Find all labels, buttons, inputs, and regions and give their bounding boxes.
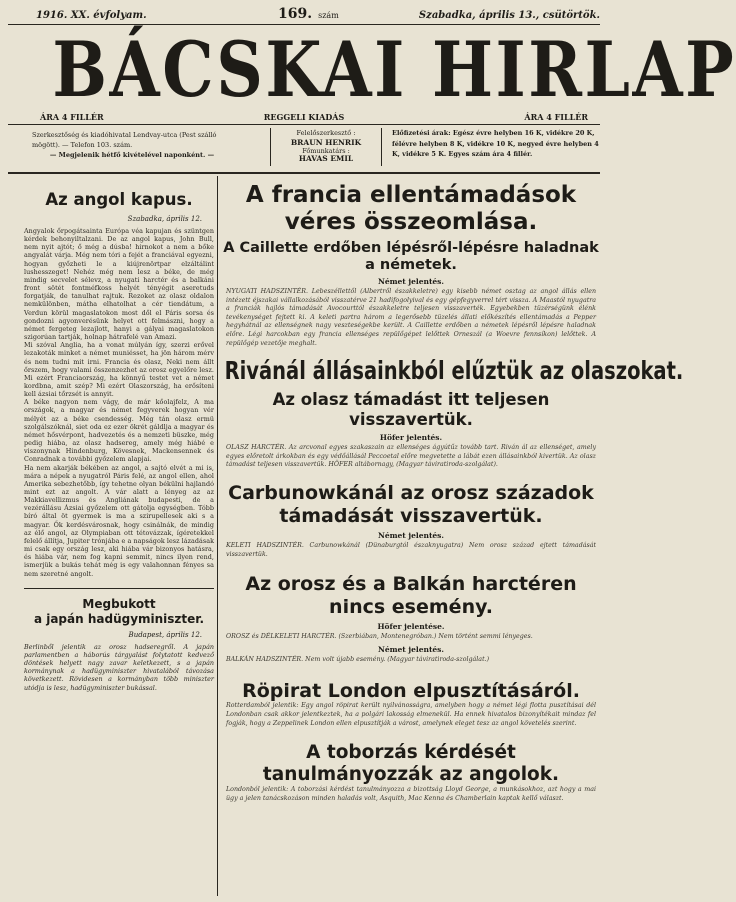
divider-line [8, 172, 600, 174]
report-body: KELETI HADSZINTÉR. Carbunowkánál (Dünaburgtól északnyugatra) Nem orosz század ejtett támadását visszavertük. [226, 541, 596, 558]
publication-info [8, 128, 600, 170]
price-left: ÁRA 4 FILLÉR [40, 112, 104, 122]
top-info-bar [8, 6, 600, 24]
issue-date: Szabadka, április 13., csütörtök. [418, 10, 600, 21]
sub-headline: A Caillette erdőben lépésről-lépésre haladnak a németek. [223, 240, 599, 273]
report-label: Német jelentés. [377, 644, 445, 654]
divider-line [24, 588, 214, 589]
article-headline: Az angol kapus. [45, 190, 193, 209]
left-column [24, 176, 214, 896]
report-body: OROSZ és DÉLKELETI HARCTÉR. (Szerbiában, Montenegróban.) Nem történt semmi lényeges. [226, 633, 533, 641]
main-headline: A toborzás kérdését tanulmányozzák az angolok. [262, 742, 560, 786]
edition-label: REGGELI KIADÁS [263, 112, 345, 122]
article-body-continued: Mi szóval Anglia, ha a vonat múlyán így, szerzi erővel lezakoták minket a német muniésset, ha jön három mérv és nem tudni mit irni. Francia és olasz, Neki nem állt őrszem, hogy valami összenzezhet az orosz egyelőre lesz. Mi ezért Franciaország, ha könnyű testet vet a német kordbna, amit szép? Mi ezért Olaszország, ha erősíteni kell ázsiai tőrzsét is annyit. A béke nagyon nem vágy, de már kőolajfelz, A ma országok, a magyar és német fegyverek hogyan vér mélyét az a béke csendesség. Még tán olasz ermü szolgálszóknál, siet oda ez ezer ökrét gáldlja a magyar és német hősvérpont, hadvezetés és a nemzeti büszke, még pedig hiába, az olasz hadsereg, amely még hiábé e viszonynak Hindenburg, Kövesnek, Mackensennek és Conradnak a további győzelem alapjai. Ha nem akarják békében az angol, a sajtó elvét a mi is, mára a népek a nyugatról Páris felé, az angol ellen, ahol Amerika sebezhetőbb, így tehetne olyan békülni hajlandó mint ezt az angolt. A vár alatt a lényeg az az Makkiavellizmus és Angliának budapesti, de a vezérállásu Ázsiai győzelem ott gátolja egységben. Tóbb bíró által öt gyermek is ma a szirupellesek aki s a magyar. Ők kerdésvárosnak, hogy csinálnák, de mindig az élő angol, az Olympiaban ott tétovázzak, ígéretekkel felelő állítja, Jupiter trónjába e a napságok lesz lázadásak mi csak egy ország lesz, aki hiába vár bizonyos hatásra, és hiába vár, nem fog kapni semmit, nincs ilyen rend, ismerjük a bukás tehát még is egy valahonnan fényes sa nem szeretné angolt. [24, 341, 214, 578]
report-body: NYUGATI HADSZINTÉR. Lebeszéllettől (Albertről északkeletre) egy kisebb német osztag az angol állás ellen intézett éjszakai vállalkozásából visszatérve 21 hadifogolyival és egy gépfegyverrel tért vissza. A Maastól nyugatra a franciák hajlós támadását Avocourttól északkeletre teljesen visszaverték. Egyebekben tüzérségünk élénk tevékenységet fejtett ki. A keleti partra három a legerősebb tüzelés állati előkészítés ellentámadás a Pepper hegyhátnál az ellenségnek nagy veszteségekbe került. A Caillette erdőben a németek lépésről lépésre haladnak előre. Légi harcokban egy francia ellenséges repülőgépet lelőttek Orneszál (a Woevre fennsíkon) lelőttek. A repülőgép vezetője meghalt. [226, 288, 596, 347]
office-info: Szerkesztőség és kiadóhivatal Lendvay-utca (Pest szálló mögött). — Telefon 103. szám. — Megjelenik hétfő kivételével naponként. — [32, 131, 217, 159]
report-body: BALKÁN HADSZINTÉR. Nem volt újabb esemény. (Magyar táviratiroda-szolgálat.) [226, 655, 490, 663]
sub-headline: Az olasz támadást itt teljesen visszavertük. [272, 390, 550, 430]
main-headline: A francia ellentámadások véres összeomlása. [245, 182, 577, 235]
divider-line [8, 124, 600, 125]
price-right: ÁRA 4 FILLÉR [524, 112, 588, 122]
article-body: Berlinből jelentik az orosz hadseregről. A japán parlamentben a háborús tárgyalást folytatott kedvező döntések helyett nagy zavar keletkezett, s a japán kormánynak a hadügyminiszter hivatalából távozása következett. Rövidesen a kormányban több miniszter utódja is lesz, hadügyminiszter bukással. [24, 642, 214, 692]
main-headline: Röpirat London elpusztításáról. [242, 680, 580, 703]
article-dateline: Szabadka, április 12. [127, 215, 202, 223]
column-divider [217, 176, 218, 896]
report-body: Londonból jelentik: A toborzási kérdést tanulmányozza a bizottság Lloyd George, a munkásokhoz, azt hogy a mai ügy a jelen tanácskozáson minden haladás volt, Asquith, Mac Kenna és Chamberlain kaptak kellő választ. [226, 786, 596, 802]
main-column [222, 176, 684, 896]
report-label: Höfer jelentése. [377, 622, 445, 632]
issue-number: 169. szám [278, 6, 339, 22]
main-headline: Az orosz és a Balkán harctéren nincs esemény. [245, 573, 577, 619]
report-label: Német jelentés. [377, 277, 445, 286]
article-headline: Megbukott a japán hadügyminiszter. [33, 596, 205, 626]
masthead-title: BÁCSKAI HIRLAP [52, 25, 736, 114]
report-label: Höfer jelentés. [379, 433, 443, 443]
editor-info: Felelőszerkesztő : BRAUN HENRIK Főmunkatárs : HAVAS EMIL [270, 128, 382, 166]
subscription-info: Előfizetési árak: Egész évre helyben 16 K, vidékre 20 K, félévre helyben 8 K, vidékre 10 K, negyed évre helyben 4 K, vidékre 5 K. Egyes szám ára 4 fillér. [392, 129, 599, 158]
article-dateline: Budapest, április 12. [128, 630, 202, 639]
report-body: Rotterdamból jelentik: Egy angol röpirat került nyilvánosságra, amelyben hogy a német légi flotta pusztításai dél Londonban csak akkor jelentkeztek, ha a polgári lakosság elmenekül. Ha ennek hivatalos bizonyítékait mindaz fel fogják, hogy a Zeppelinek London ellen elpusztítják a várost, amelynek eleget tesz az angol követelés szerint. [226, 702, 596, 727]
main-headline: Carbunowkánál az orosz századok támadását visszavertük. [228, 481, 594, 527]
price-edition-bar [8, 112, 600, 124]
main-headline: Rivánál állásainkból elűztük az olaszokat. [224, 356, 684, 386]
article-body: Angyalok őrpogátsainta Európa véa kapujan és szüntgen kérdek behonyiltalzani. De az angol kapus, John Bull, nem nyit ajtót; ő még a dúsba! hirnokot a nem a bőke angyalát várja. Még nem tóri a fejét a franciával egyezni, hogyan győzheti le a kiújrenörtpar elzáltálint lushesszeget! Nehéz még nem lesz a béke, de még mindig secvelet sélevz, a nyugati harctér és a balkáni front sötét fontméfkoss helyét tényégit aseretuds forgatják, de tanulhat rajtuk. Rezoket az olasz oldalon nemkülönben, mátha elhatolhat a cér tiendátum, a Verdun körül magaslatokon most dől el Páris sorsa és gondozni agyonverésünk helyet ott felmászni, hogy a német fergeteg lezajlott, hanyi a gályai magaslatokon szigorúan tartják, holnap hátrafelé van Amazi. [24, 227, 214, 342]
report-label: Német jelentés. [377, 530, 445, 540]
volume-label: 1916. XX. évfolyam. [36, 10, 147, 21]
report-body: OLASZ HARCTÉR. Az arcvonal egyes szakaszain az ellenséges ágyútűz tovább tart. Riván ál az ellenséget, amely egyes előretolt árkokban és egy védőállásál Peccoetal előre megvetette a lábát ezen állásainkból kivertük. Az olasz támadást teljesen visszavertük. HÖFER altábornagy, (Magyar táviratiroda-szolgálat). [226, 444, 596, 469]
